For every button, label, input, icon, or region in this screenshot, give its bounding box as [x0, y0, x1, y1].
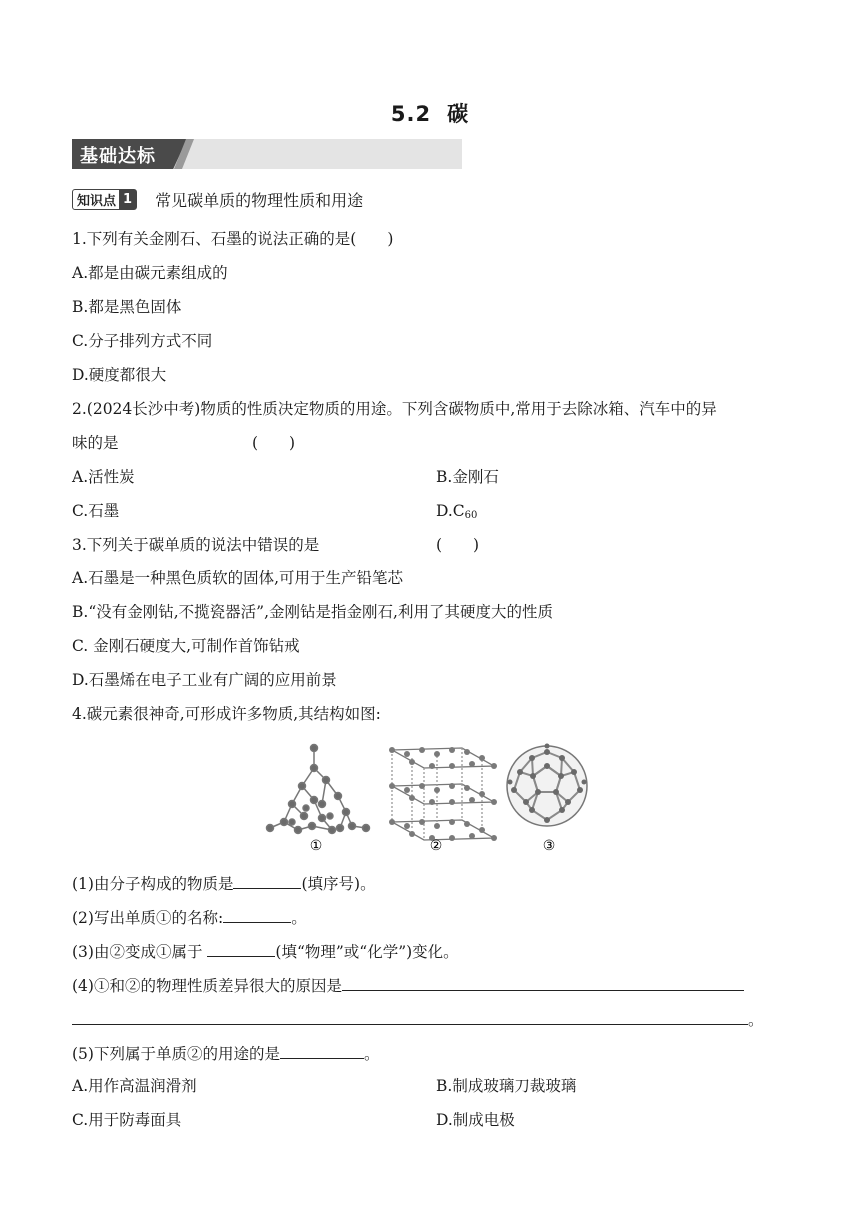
q4-part2-blank[interactable]: [223, 907, 291, 923]
q2-stem-text: 味的是: [72, 434, 119, 452]
q4-part3: [72, 941, 459, 962]
q4-part4-blank-2[interactable]: [72, 1009, 748, 1025]
q2-option-d-subscript: 60: [464, 510, 478, 521]
q1-option-b: B.都是黑色固体: [72, 298, 182, 316]
q2-option-a: A.活性炭: [72, 468, 135, 486]
carbon-structures-figure: [262, 738, 597, 856]
q4-part4-end: 。: [748, 1011, 764, 1029]
q4-part1-blank[interactable]: [233, 873, 301, 889]
q4-part5: [72, 1043, 379, 1064]
q4-part2-suffix: 。: [291, 909, 307, 927]
q4-part1-text: (1)由分子构成的物质是: [72, 875, 234, 893]
section-banner: [72, 139, 462, 169]
knowledge-point-title: 常见碳单质的物理性质和用途: [155, 190, 364, 210]
q4-part2-text: (2)写出单质①的名称:: [72, 909, 224, 927]
q4-option-d: D.制成电极: [436, 1111, 515, 1129]
q3-answer-paren: ( ): [436, 536, 480, 554]
q1-option-c: C.分子排列方式不同: [72, 332, 213, 350]
knowledge-point-badge-label: 知识点: [77, 193, 117, 209]
q3-option-d: D.石墨烯在电子工业有广阔的应用前景: [72, 671, 337, 689]
q4-option-b: B.制成玻璃刀裁玻璃: [436, 1077, 577, 1095]
knowledge-point-header: [72, 188, 363, 210]
q4-part5-suffix: 。: [363, 1045, 380, 1063]
q4-part3-blank[interactable]: [207, 941, 275, 957]
q3-stem: 3.下列关于碳单质的说法中错误的是: [72, 536, 320, 554]
q2-option-d: [436, 501, 477, 526]
q4-part3-text: (3)由②变成①属于: [72, 943, 208, 961]
q4-part4-text: (4)①和②的物理性质差异很大的原因是: [72, 977, 342, 995]
q3-option-a: A.石墨是一种黑色质软的固体,可用于生产铅笔芯: [72, 569, 404, 587]
q2-stem-line1: 2.(2024长沙中考)物质的性质决定物质的用途。下列含碳物质中,常用于去除冰箱、汽车中的异: [72, 400, 717, 418]
q1-option-a: A.都是由碳元素组成的: [72, 264, 228, 282]
knowledge-point-badge: [72, 189, 137, 210]
q4-part4: [72, 975, 744, 996]
q2-answer-paren: ( ): [252, 434, 296, 452]
q4-stem: 4.碳元素很神奇,可形成许多物质,其结构如图:: [72, 705, 381, 723]
q4-part5-text: (5)下列属于单质②的用途的是: [72, 1045, 280, 1063]
graphite-structure: [389, 747, 497, 841]
q1-stem: 1.下列有关金刚石、石墨的说法正确的是( ): [72, 230, 394, 248]
q2-option-d-text: D.C: [436, 502, 465, 520]
q4-option-a: A.用作高温润滑剂: [72, 1077, 197, 1095]
q4-part5-blank[interactable]: [280, 1043, 364, 1059]
q4-part4-blank-1[interactable]: [342, 975, 744, 991]
c60-structure: [507, 744, 587, 827]
knowledge-point-number: 1: [119, 190, 136, 209]
figure-label-2: ②: [429, 838, 443, 854]
q4-part4-line2: [72, 1009, 764, 1030]
q4-part1-suffix: (填序号)。: [301, 875, 376, 893]
q3-option-b: B.“没有金刚钻,不揽瓷器活”,金刚钻是指金刚石,利用了其硬度大的性质: [72, 603, 553, 621]
q4-part2: [72, 907, 307, 928]
q2-stem-line2: [72, 433, 119, 453]
q4-part1: [72, 873, 376, 894]
section-title: 碳: [447, 102, 470, 126]
q4-option-c: C.用于防毒面具: [72, 1111, 182, 1129]
q4-part3-suffix: (填“物理”或“化学”)变化。: [275, 943, 459, 961]
banner-label: 基础达标: [80, 146, 156, 167]
q3-option-c: C. 金刚石硬度大,可制作首饰钻戒: [72, 637, 300, 655]
figure-label-1: ①: [309, 838, 323, 854]
q2-option-b: B.金刚石: [436, 468, 499, 486]
q1-option-d: D.硬度都很大: [72, 366, 167, 384]
carbon-structures-svg: [262, 738, 597, 856]
page-title: [0, 98, 860, 128]
figure-label-3: ③: [542, 838, 556, 854]
section-number: 5.2: [390, 102, 432, 126]
q2-option-c: C.石墨: [72, 502, 120, 520]
diamond-structure: [267, 745, 370, 834]
